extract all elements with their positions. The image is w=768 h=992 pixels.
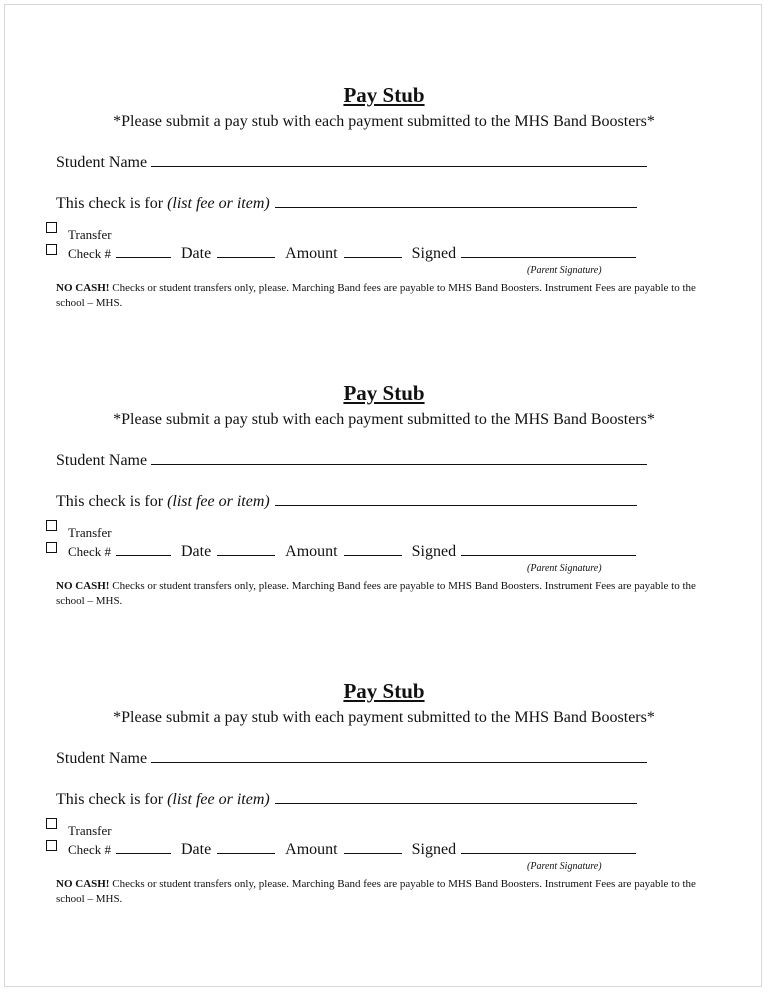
stub-title: Pay Stub xyxy=(343,679,425,703)
date-label: Date xyxy=(180,841,212,858)
amount-label: Amount xyxy=(285,543,338,560)
check-checkbox[interactable] xyxy=(46,542,57,553)
check-no-label: Check # xyxy=(68,246,111,261)
amount-label: Amount xyxy=(285,245,338,262)
stub-subtitle: *Please submit a pay stub with each payment submitted to the MHS Band Boosters* xyxy=(113,709,655,726)
check-for-label: This check is for xyxy=(56,493,164,510)
stub-title: Pay Stub xyxy=(343,83,425,107)
student-name-field[interactable] xyxy=(151,450,647,465)
stub-subtitle: *Please submit a pay stub with each payment submitted to the MHS Band Boosters* xyxy=(113,113,655,130)
signature-field[interactable] xyxy=(461,840,636,854)
student-name-label: Student Name xyxy=(56,452,148,469)
payment-note xyxy=(56,877,706,907)
signature-field[interactable] xyxy=(461,244,636,258)
check-for-row xyxy=(56,491,637,512)
check-checkbox[interactable] xyxy=(46,840,57,851)
signed-label: Signed xyxy=(411,543,457,560)
signature-field[interactable] xyxy=(461,542,636,556)
check-for-row xyxy=(56,193,637,214)
check-for-field[interactable] xyxy=(275,491,637,506)
check-no-label: Check # xyxy=(68,842,111,857)
note-text: Checks or student transfers only, please. Marching Band fees are payable to MHS Band Boosters. Instrument Fees are payable to the school – MHS. xyxy=(56,580,696,607)
check-no-field[interactable] xyxy=(116,542,171,556)
signed-label: Signed xyxy=(411,245,457,262)
check-for-hint: (list fee or item) xyxy=(167,791,270,808)
student-name-field[interactable] xyxy=(151,748,647,763)
check-for-row xyxy=(56,789,637,810)
pay-stub-2 xyxy=(0,298,768,607)
check-checkbox[interactable] xyxy=(46,244,57,255)
date-field[interactable] xyxy=(217,542,275,556)
transfer-label: Transfer xyxy=(68,525,112,540)
note-text: Checks or student transfers only, please. Marching Band fees are payable to MHS Band Boosters. Instrument Fees are payable to the school – MHS. xyxy=(56,878,696,905)
student-name-row xyxy=(56,152,647,173)
stub-title: Pay Stub xyxy=(343,381,425,405)
payment-details-row xyxy=(68,840,636,860)
date-field[interactable] xyxy=(217,840,275,854)
note-text: Checks or student transfers only, please. Marching Band fees are payable to MHS Band Boosters. Instrument Fees are payable to the school – MHS. xyxy=(56,282,696,309)
check-for-hint: (list fee or item) xyxy=(167,493,270,510)
payment-details-row xyxy=(68,244,636,264)
check-for-field[interactable] xyxy=(275,789,637,804)
parent-signature-caption: (Parent Signature) xyxy=(527,563,602,574)
date-label: Date xyxy=(180,543,212,560)
check-for-label: This check is for xyxy=(56,791,164,808)
student-name-label: Student Name xyxy=(56,750,148,767)
date-field[interactable] xyxy=(217,244,275,258)
student-name-field[interactable] xyxy=(151,152,647,167)
student-name-row xyxy=(56,450,647,471)
check-for-label: This check is for xyxy=(56,195,164,212)
note-bold: NO CASH! xyxy=(56,878,110,890)
check-no-label: Check # xyxy=(68,544,111,559)
amount-label: Amount xyxy=(285,841,338,858)
signed-label: Signed xyxy=(411,841,457,858)
amount-field[interactable] xyxy=(344,542,402,556)
payment-details-row xyxy=(68,542,636,562)
transfer-checkbox[interactable] xyxy=(46,520,57,531)
student-name-label: Student Name xyxy=(56,154,148,171)
note-bold: NO CASH! xyxy=(56,282,110,294)
pay-stub-1 xyxy=(0,0,768,309)
check-no-field[interactable] xyxy=(116,244,171,258)
date-label: Date xyxy=(180,245,212,262)
parent-signature-caption: (Parent Signature) xyxy=(527,265,602,276)
check-for-hint: (list fee or item) xyxy=(167,195,270,212)
transfer-checkbox[interactable] xyxy=(46,222,57,233)
transfer-checkbox[interactable] xyxy=(46,818,57,829)
amount-field[interactable] xyxy=(344,244,402,258)
stub-subtitle: *Please submit a pay stub with each payment submitted to the MHS Band Boosters* xyxy=(113,411,655,428)
parent-signature-caption: (Parent Signature) xyxy=(527,861,602,872)
check-for-field[interactable] xyxy=(275,193,637,208)
pay-stub-3 xyxy=(0,596,768,905)
note-bold: NO CASH! xyxy=(56,580,110,592)
transfer-label: Transfer xyxy=(68,227,112,242)
amount-field[interactable] xyxy=(344,840,402,854)
student-name-row xyxy=(56,748,647,769)
transfer-label: Transfer xyxy=(68,823,112,838)
check-no-field[interactable] xyxy=(116,840,171,854)
